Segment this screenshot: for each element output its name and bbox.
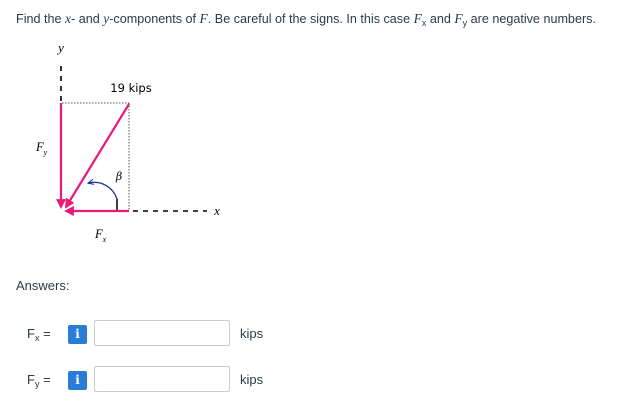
x-axis-label: x (214, 203, 220, 218)
fy-unit-label: kips (240, 372, 264, 387)
fy-diagram-label: $F_y$ (36, 140, 48, 157)
answer-row-fy (0, 366, 624, 394)
answer-row-fx (0, 320, 624, 348)
angle-beta-arc (89, 182, 118, 199)
y-axis-label: y (58, 40, 64, 55)
force-magnitude-label: 19 kips (110, 81, 152, 95)
fx-diagram-label: $F_x$ (95, 227, 107, 244)
info-icon[interactable]: i (68, 325, 87, 344)
fx-answer-label: $F_x$ = (27, 326, 51, 343)
question-text: Find the x- and y-components of F. Be careful of the signs. In this case $F_x$ and $F_y$ are negative numbers. (16, 11, 596, 28)
info-icon[interactable]: i (68, 371, 87, 390)
fy-answer-input[interactable] (94, 366, 230, 392)
answers-heading: Answers: (16, 278, 70, 293)
force-vector-arrow (66, 104, 129, 207)
fx-unit-label: kips (240, 326, 264, 341)
fx-answer-input[interactable] (94, 320, 230, 346)
fy-answer-label: $F_y$ = (27, 372, 51, 389)
angle-beta-label: β (115, 170, 123, 183)
